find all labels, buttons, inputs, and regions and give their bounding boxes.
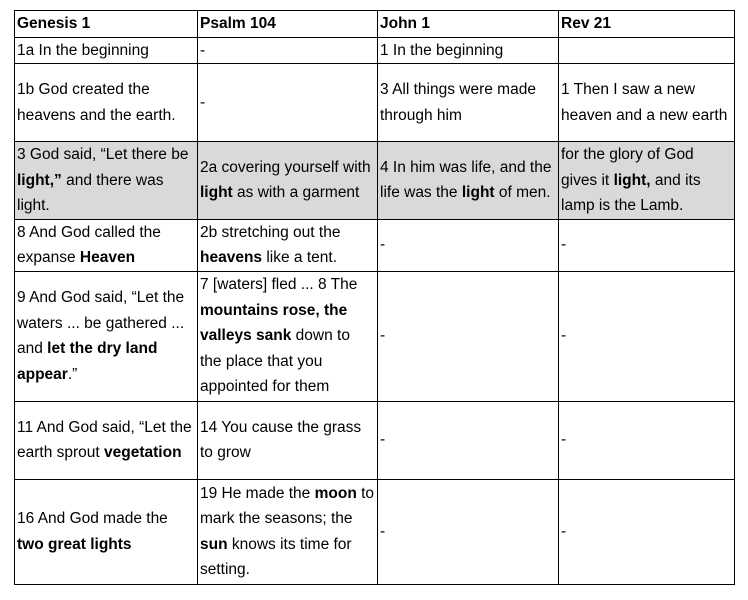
cell	[198, 401, 378, 479]
cell-text: 1 Then I saw a new heaven and a new earth	[561, 81, 728, 124]
cell	[198, 219, 378, 271]
cell-text: 3 All things were made through him	[380, 81, 536, 124]
table-row	[15, 219, 735, 271]
header-john: John 1	[378, 11, 559, 38]
cell-text: 1a In the beginning	[17, 41, 149, 59]
cell	[15, 479, 198, 584]
cell-text: to mark the seasons; the	[200, 484, 375, 527]
bold-text: light	[200, 184, 233, 202]
cell-text: -	[561, 431, 567, 449]
cell-text: and there was light.	[17, 171, 164, 214]
cell-text: of men.	[494, 184, 551, 202]
cell	[559, 219, 735, 271]
table-row	[15, 37, 735, 64]
cell	[559, 401, 735, 479]
cell	[198, 37, 378, 64]
table-row	[15, 479, 735, 584]
cell-text: like a tent.	[262, 249, 338, 266]
cell	[559, 271, 735, 401]
cell-text: 11 And God said, “Let the earth sprout	[17, 418, 192, 461]
table-row	[15, 64, 735, 142]
bold-text: let the dry land appear	[17, 340, 158, 383]
table-row	[15, 142, 735, 220]
cell	[15, 271, 198, 401]
cell	[378, 37, 559, 64]
cell	[378, 401, 559, 479]
cell	[15, 37, 198, 64]
cell-text: 8 And God called the expanse	[17, 223, 161, 266]
cell-text: -	[200, 93, 206, 111]
cell	[198, 271, 378, 401]
cell-text: 1b God created the heavens and the earth.	[17, 81, 176, 124]
cell-text: 7 [waters] fled ... 8 The	[200, 276, 358, 294]
cell-text: 9 And God said, “Let the waters ... be gathered ... and	[17, 289, 185, 357]
cell-text: 2a covering yourself with	[200, 158, 371, 176]
cell	[15, 142, 198, 220]
cell	[559, 37, 735, 64]
cell-text: and its lamp is the Lamb.	[561, 171, 701, 214]
cell	[378, 64, 559, 142]
cell-text: -	[380, 236, 386, 254]
cell	[15, 219, 198, 271]
cell-text: -	[380, 522, 386, 540]
cell	[198, 479, 378, 584]
header-genesis: Genesis 1	[15, 11, 198, 38]
cell-text: 19 He made the	[200, 484, 315, 502]
cell-text: 14 You cause the grass to grow	[200, 418, 362, 461]
header-row	[15, 11, 735, 38]
cell	[378, 142, 559, 220]
comparison-table	[14, 10, 735, 585]
cell	[198, 64, 378, 142]
bold-text: moon	[314, 484, 357, 502]
bold-text: light	[461, 184, 495, 202]
bold-text: light,	[613, 171, 651, 189]
cell-text: .”	[67, 365, 78, 383]
cell	[15, 401, 198, 479]
cell	[559, 142, 735, 220]
cell	[559, 64, 735, 142]
cell	[378, 479, 559, 584]
bold-text: mountains rose, the valleys sank	[200, 301, 348, 345]
cell-text: 1 In the beginning	[380, 41, 504, 59]
cell	[559, 479, 735, 584]
cell-text: 2b stretching out the	[200, 223, 341, 241]
cell-text: for the glory of God gives it	[561, 146, 694, 189]
cell	[378, 271, 559, 401]
bold-text: vegetation	[104, 444, 182, 461]
cell	[198, 142, 378, 220]
cell-text: 4 In him was life, and the life was the	[380, 158, 552, 202]
cell-text: knows its time for setting.	[200, 535, 352, 578]
header-psalm: Psalm 104	[198, 11, 378, 38]
cell-text: -	[380, 431, 386, 449]
cell-text: as with a garment	[232, 184, 360, 202]
bold-text: heavens	[200, 249, 263, 266]
cell-text: -	[561, 522, 567, 540]
cell-text: 3 God said, “Let there be	[17, 146, 189, 163]
header-rev: Rev 21	[559, 11, 735, 38]
table-row	[15, 401, 735, 479]
cell-text: down to the place that you appointed for them	[200, 327, 350, 396]
cell-text: -	[200, 41, 206, 59]
cell	[15, 64, 198, 142]
cell	[378, 219, 559, 271]
cell-text: -	[561, 236, 567, 254]
bold-text: light,”	[17, 171, 62, 189]
cell-text: -	[561, 327, 567, 345]
table-row	[15, 271, 735, 401]
cell-text: -	[380, 327, 386, 345]
bold-text: sun	[200, 535, 228, 553]
bold-text: Heaven	[79, 249, 136, 266]
bold-text: two great lights	[17, 535, 132, 553]
cell-text: 16 And God made the	[17, 510, 168, 527]
